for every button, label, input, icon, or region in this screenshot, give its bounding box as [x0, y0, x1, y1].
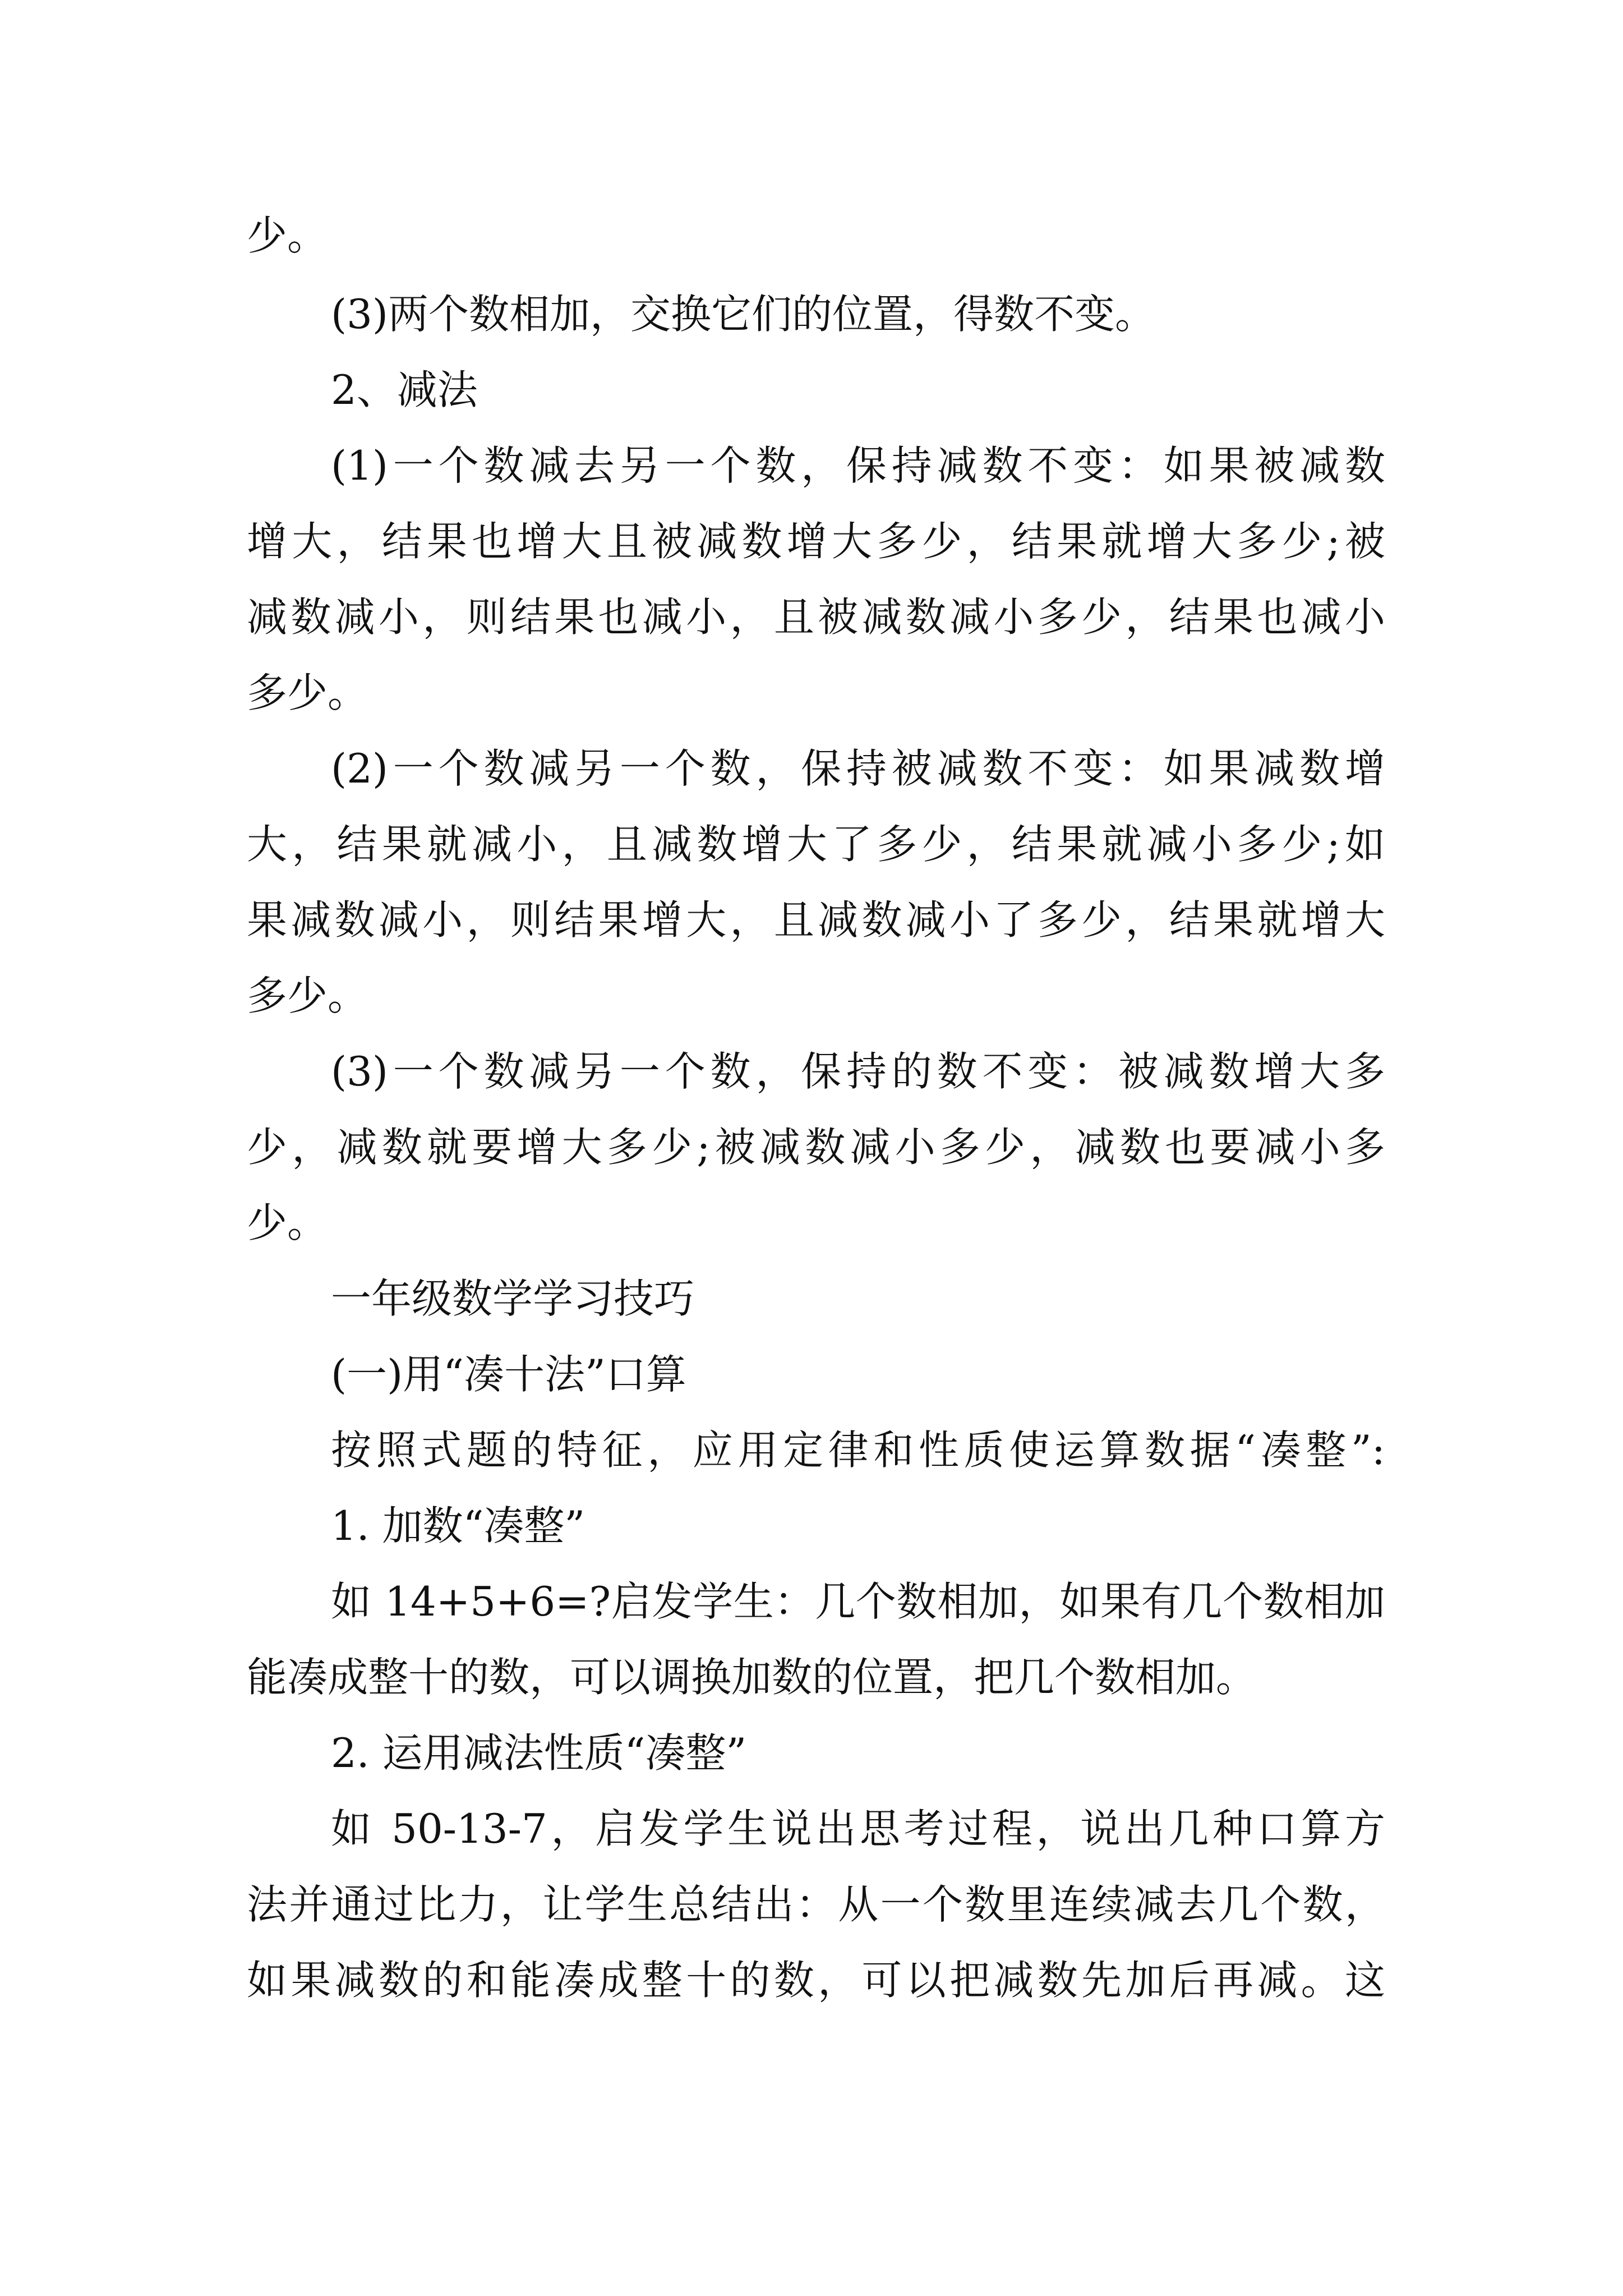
text-line: 多少。: [247, 669, 368, 716]
text-line: 增大，结果也增大且被减数增大多少，结果就增大多少;被: [247, 518, 1385, 565]
text-line: (3)一个数减另一个数，保持的数不变：被减数增大多: [331, 1048, 1385, 1095]
subsection-heading: (一)用“凑十法”口算: [331, 1351, 686, 1398]
text-line: 少。: [247, 1199, 328, 1246]
text-line: 大，结果就减小，且减数增大了多少，结果就减小多少;如: [247, 821, 1385, 868]
text-line: (3)两个数相加，交换它们的位置，得数不变。: [331, 291, 1155, 338]
text-line: 少，减数就要增大多少;被减数减小多少，减数也要减小多: [247, 1124, 1385, 1171]
section-heading: 2、减法: [331, 366, 478, 413]
text-line: (2)一个数减另一个数，保持被减数不变：如果减数增: [331, 745, 1385, 792]
subsection-heading: 1. 加数“凑整”: [331, 1502, 585, 1549]
text-line: 减数减小，则结果也减小，且被减数减小多少，结果也减小: [247, 593, 1385, 641]
text-line: 能凑成整十的数，可以调换加数的位置，把几个数相加。: [247, 1654, 1257, 1701]
text-line: 多少。: [247, 972, 368, 1019]
text-line: 如果减数的和能凑成整十的数，可以把减数先加后再减。这: [247, 1957, 1385, 2004]
section-heading: 一年级数学学习技巧: [331, 1275, 695, 1322]
subsection-heading: 2. 运用减法性质“凑整”: [331, 1729, 747, 1777]
text-line: 法并通过比力，让学生总结出：从一个数里连续减去几个数，: [247, 1881, 1385, 1928]
text-line: 如 14+5+6=?启发学生：几个数相加，如果有几个数相加: [331, 1578, 1385, 1625]
text-line: (1)一个数减去另一个数，保持减数不变：如果被减数: [331, 442, 1385, 489]
text-line: 果减数减小，则结果增大，且减数减小了多少，结果就增大: [247, 896, 1385, 944]
text-line: 按照式题的特征，应用定律和性质使运算数据“凑整”:: [331, 1427, 1385, 1474]
text-line: 少。: [247, 212, 328, 259]
text-line: 如 50-13-7，启发学生说出思考过程，说出几种口算方: [331, 1805, 1385, 1852]
